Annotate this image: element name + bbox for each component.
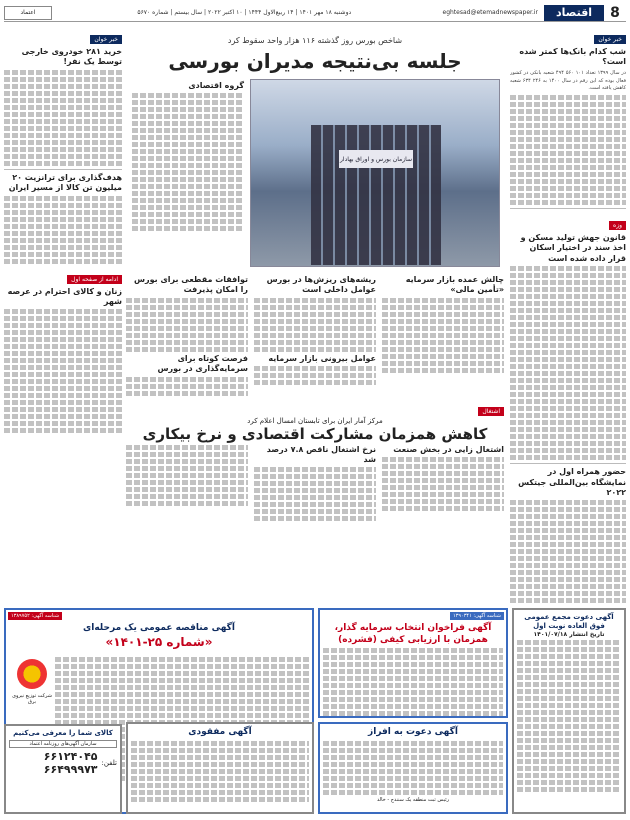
left-column — [4, 26, 122, 434]
investor-call-ad — [318, 608, 508, 718]
news-tag: خبر خوان — [90, 35, 122, 44]
subheading: ریشه‌های ریزش‌ها در بورس عوامل داخلی است — [266, 275, 376, 295]
main-headline: جلسه بی‌نتیجه مدیران بورسی — [168, 49, 462, 73]
ad-date: تاریخ انتشار ۱۴۰۱/۰۷/۱۸ — [533, 631, 605, 639]
phone-number: ۶۶۴۹۹۹۷۳ — [43, 763, 98, 777]
right-column — [510, 26, 626, 604]
page-number: 8 — [610, 4, 620, 21]
subheading: نرخ اشتغال ناقص ۷.۸ درصد شد — [266, 444, 376, 464]
news-tag: وزه — [609, 221, 626, 230]
main-kicker: شاخص بورس روز گذشته ۱۱۶ هزار واحد سقوط کرد — [227, 36, 403, 45]
ad-title: آگهی دعوت به افراز — [368, 727, 458, 737]
news-tag: ادامه از صفحه اول — [67, 275, 122, 284]
advertising-promo — [4, 724, 122, 814]
article-headline: شب کدام بانک‌ها کمتر شده است؟ — [519, 47, 626, 67]
partition-ad — [318, 722, 508, 814]
subheading: چالش عمده بازار سرمایه «تأمین مالی» — [405, 275, 504, 295]
photo-sign: سازمان بورس و اوراق بهادار — [339, 150, 413, 168]
article-headline: قانون جهش تولید مسکن و اخذ سند در اختیار اسکان قرار داده شده است — [520, 233, 626, 263]
article-body: در سال ۱۳۹۹ تعداد ۱۰۱ ۵۶۰ ۴۹۴ شعبه بانکی در کشور فعال بوده که این رقم در سال ۱۴۰۰ به ۲۴۶ ۶۳۴ شعبه کاهش یافته است. — [510, 69, 626, 92]
newspaper-logo: اعتماد — [4, 6, 52, 20]
byline: گروه اقتصادی — [188, 81, 244, 90]
ad-id-tag: شناسه آگهی: ۱۳۸۹۷۵۲ — [8, 612, 62, 620]
subheading: توافقات مقطعی برای بورس را امکان پذیرفت — [134, 275, 248, 295]
ad-title: آگهی مناقصه عمومی یک مرحله‌ای — [83, 623, 235, 633]
article-headline: خرید ۲۸۱ خودروی خارجی توسط یک نفر! — [21, 47, 122, 67]
promo-title: کالای شما را معرفی می‌کنیم — [13, 729, 113, 737]
ad-id-tag: شناسه آگهی: ۱۳۹۰۳۴۱ — [450, 612, 504, 620]
second-kicker: مرکز آمار ایران برای تابستان امسال اعلام کرد — [247, 416, 383, 425]
ad-title: آگهی مفقودی — [188, 727, 252, 737]
shareholders-meeting-ad — [512, 608, 626, 814]
news-tag: خبر خوان — [594, 35, 626, 44]
subheading: فرصت کوتاه برای سرمایه‌گذاری در بورس — [157, 353, 248, 374]
phone-label: تلفن: — [101, 759, 117, 768]
main-story — [126, 26, 504, 604]
ad-number: «شماره ۲۵-۱۴۰۱» — [105, 634, 213, 649]
ad-footer: رئیس ثبت منطقه یک سنندج - خالد — [376, 796, 450, 803]
subheading: عوامل بیرونی بازار سرمایه — [268, 353, 376, 363]
section-email[interactable]: eghtesad@etemadnewspaper.ir — [442, 9, 538, 16]
masthead-bar — [4, 4, 626, 22]
second-headline: کاهش همزمان مشارکت اقتصادی و نرخ بیکاری — [142, 424, 488, 443]
section-label: اقتصاد — [544, 5, 604, 21]
article-headline: هدف‌گذاری برای ترانزیت ۲۰ میلیون تن کالا از مسیر ایران — [8, 172, 122, 193]
news-tag: اشتغال — [478, 407, 504, 416]
ad-title: آگهی فراخوان انتخاب سرمایه گذار، همزمان با ارزیابی کیفی (فشرده) — [334, 623, 492, 645]
issue-info: دوشنبه ۱۸ مهر ۱۴۰۱ | ۱۴ ربیع‌الاول ۱۴۴۴ | ۱۰ اکتبر ۲۰۲۲ | سال بیستم | شماره ۵۶۷۰ — [137, 9, 352, 16]
ad-title: آگهی دعوت مجمع عمومی فوق العاده نوبت اول — [524, 613, 614, 631]
subheading: اشتغال زایی در بخش صنعت — [393, 444, 504, 454]
company-emblem-icon — [17, 659, 47, 689]
article-headline: حضور همراه اول در نمایشگاه بین‌المللی جیتکس ۲۰۲۲ — [518, 467, 626, 497]
promo-box: سازمان آگهی‌های روزنامه اعتماد — [9, 740, 117, 748]
phone-number: ۶۶۱۲۴۰۴۵ — [43, 750, 98, 764]
article-headline: زنان و کالای احترام در عرصه شهر — [7, 286, 122, 306]
ad-company: شرکت توزیع نیروی برق — [12, 692, 52, 705]
stock-exchange-photo — [250, 79, 500, 267]
lost-document-ad — [126, 722, 314, 814]
